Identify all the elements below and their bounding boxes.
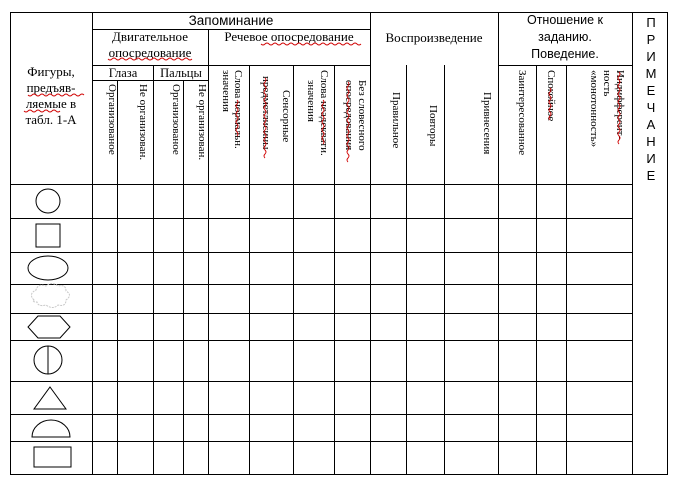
figure-row [36,189,60,213]
note-letter: Р [646,32,656,47]
motor-header-line2: опосредование [108,45,192,60]
col-fingers-unorganized: Не организован. [196,84,208,161]
semicircle-icon [32,420,70,437]
fingers-header: Пальцы [160,66,202,80]
figure-row [34,387,66,409]
col-correct: Правильное [390,92,402,149]
figures-header-line2: предъяв- [26,80,76,95]
reproduction-header: Воспроизведение [385,30,483,45]
figure-row [34,447,71,467]
figures-header-line1: Фигуры, [27,64,75,79]
attitude-header-line1: Отношение к [526,13,604,27]
col-repeats: Повторы [427,105,439,147]
note-header [646,15,657,183]
col-fingers-organized: Организованое [170,84,182,155]
col-indifferent-line2: ность [601,70,613,97]
note-letter: Е [646,168,656,183]
note-letter: Е [646,83,656,98]
figure-row [28,256,68,280]
col-words-normal-line2: значения [220,70,232,112]
figures-header-line4: табл. 1-А [25,112,77,127]
col-sensory-line2: предметлисины [260,76,272,150]
eyes-header: Глаза [108,66,138,80]
col-sensory-line1: Сенсорные [280,90,292,143]
col-no-speech-line2: опосредования [343,80,355,151]
attitude-header-line2: заданию. [538,30,592,44]
col-calm: Спокойное [545,70,557,122]
col-words-normal-line1: Слова нормальн. [232,70,244,149]
divided-circle-icon [34,346,62,374]
note-letter: И [646,49,656,64]
hexagon-icon [28,316,70,338]
col-indifferent-line3: «монотонность» [588,70,600,148]
figure-row [31,284,69,308]
triangle-icon [34,387,66,409]
col-no-speech-line1: Без словесного [356,80,368,151]
figure-shapes [28,189,71,467]
attitude-header-line3: Поведение. [531,47,599,61]
memorization-header: Запоминание [188,13,274,28]
figure-row [28,316,70,338]
figure-row [34,346,62,374]
col-indifferent-line1: Индифферент- [614,70,626,140]
cloud-icon [31,284,69,308]
note-letter: А [646,117,656,132]
note-letter: И [646,151,656,166]
ellipse-icon [28,256,68,280]
col-additions: Привнесения [481,92,493,155]
speech-header: Речевое опосредование [224,29,354,44]
note-letter: П [646,15,656,30]
col-eyes-organized: Организованое [106,84,118,155]
col-interested: Заинтересованное [516,70,528,156]
col-eyes-unorganized: Не организован. [137,84,149,161]
figures-header-line3: ляемые в [25,96,77,111]
motor-header-line1: Двигательное [112,29,188,44]
col-words-inadequate-line1: Слова неадеквати. [318,70,330,156]
circle-icon [36,189,60,213]
col-words-inadequate-line2: значения [305,80,317,122]
figure-row [32,420,70,437]
note-letter: Ч [646,100,656,115]
figure-row [36,224,60,247]
table-grid [10,12,668,475]
rectangle-icon [34,447,71,467]
square-icon [36,224,60,247]
table-border [11,13,668,475]
note-letter: М [645,66,657,81]
note-letter: Н [646,134,656,149]
